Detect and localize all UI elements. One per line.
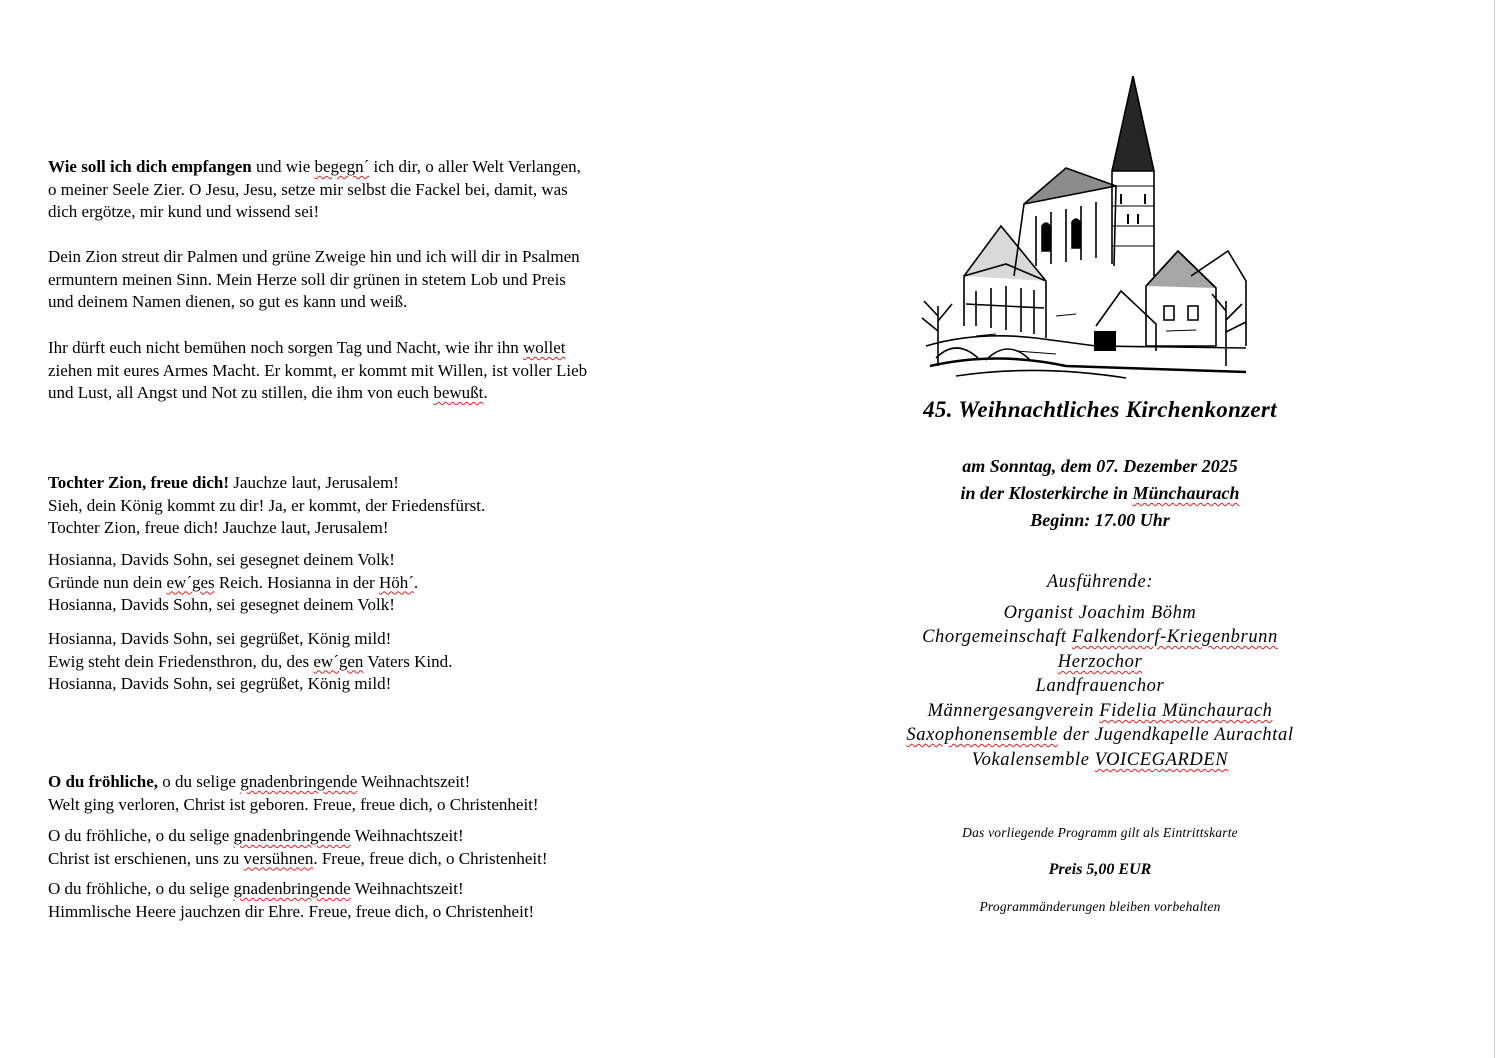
- text: o du selige: [158, 772, 241, 791]
- text: Hosianna, Davids Sohn, sei gesegnet deinem Volk!: [48, 595, 395, 614]
- text: Weihnachtszeit!: [350, 879, 464, 898]
- text: Hosianna, Davids Sohn, sei gegrüßet, König mild!: [48, 629, 392, 648]
- text: . Freue, freue dich, o Christenheit!: [313, 848, 548, 868]
- price: Preis 5,00 EUR: [1048, 861, 1152, 878]
- text: ermuntern meinen Sinn. Mein Herze soll dir grünen in stetem Lob und Preis: [48, 269, 566, 289]
- song3-title: O du fröhliche,: [48, 772, 159, 791]
- text: Hosianna, Davids Sohn, sei gesegnet deinem Volk!: [48, 550, 395, 569]
- spell-flag: ew´ges: [166, 572, 215, 592]
- text: Welt ging verloren, Christ ist geboren. Freue, freue dich, o Christenheit!: [48, 794, 539, 814]
- text: O du fröhliche, o du selige: [48, 826, 234, 845]
- text: Weihnachtszeit!: [350, 826, 464, 845]
- ticket-note: Das vorliegende Programm gilt als Eintrittskarte: [962, 825, 1238, 840]
- spell-flag: Falkendorf-Kriegenbrunn: [1071, 627, 1278, 647]
- song2-verse2: [48, 549, 688, 617]
- text: und Lust, all Angst und Not zu stillen, die ihm von euch: [48, 383, 434, 402]
- spell-flag: ew´gen: [313, 651, 364, 671]
- text: ich dir, o aller Welt Verlangen,: [369, 157, 581, 176]
- spell-flag: bewußt: [433, 383, 484, 402]
- text: o meiner Seele Zier. O Jesu, Jesu, setze mir selbst die Fackel bei, damit, was: [48, 179, 568, 199]
- text: Tochter Zion, freue dich! Jauchze laut, Jerusalem!: [48, 518, 389, 537]
- text: und wie: [251, 157, 315, 176]
- text: Chorgemeinschaft: [922, 627, 1072, 647]
- song2-verse3: [48, 628, 688, 696]
- text: Dein Zion streut dir Palmen und grüne Zweige hin und ich will dir in Psalmen: [48, 247, 580, 266]
- text: Sieh, dein König kommt zu dir! Ja, er kommt, der Friedensfürst.: [48, 495, 486, 515]
- text: Ewig steht dein Friedensthron, du, des: [48, 651, 314, 671]
- spell-flag: gnadenbringende: [233, 826, 351, 845]
- song3-verse3: [48, 878, 688, 923]
- text: Weihnachtszeit!: [357, 772, 471, 791]
- text: dich ergötze, mir kund und wissend sei!: [48, 202, 320, 221]
- song3-verse1: [48, 771, 688, 816]
- text: Männergesangverein: [927, 701, 1100, 721]
- performer-herzochor: [860, 650, 1340, 675]
- spell-flag: Münchaurach: [1132, 483, 1240, 503]
- performer-organist: Organist Joachim Böhm: [1003, 603, 1197, 623]
- performer-vokalensemble: [860, 748, 1340, 773]
- performer-choir: [860, 625, 1340, 650]
- song1-verse3: [48, 337, 688, 405]
- text: in der Klosterkirche in: [960, 483, 1133, 503]
- spell-flag: gnadenbringende: [233, 879, 351, 898]
- song3-verse2: [48, 825, 688, 870]
- text: .: [413, 572, 419, 592]
- song2-verse1: [48, 472, 688, 540]
- concert-start: Beginn: 17.00 Uhr: [1030, 510, 1170, 530]
- text: Vaters Kind.: [363, 651, 453, 671]
- text: ziehen mit eures Armes Macht. Er kommt, er kommt mit Willen, ist voller Lieb: [48, 360, 588, 380]
- text: der Jugendkapelle Aurachtal: [1057, 725, 1294, 745]
- text: .: [483, 383, 488, 402]
- text: Hosianna, Davids Sohn, sei gegrüßet, König mild!: [48, 674, 392, 693]
- text: Christ ist erschienen, uns zu: [48, 848, 244, 868]
- text: Vokalensemble: [971, 750, 1095, 770]
- text: und deinem Namen dienen, so gut es kann und weiß.: [48, 292, 408, 311]
- spell-flag: VOICEGARDEN: [1094, 750, 1229, 770]
- performer-saxophon: [860, 723, 1340, 748]
- song2-title: Tochter Zion, freue dich!: [48, 473, 230, 492]
- concert-title: 45. Weihnachtliches Kirchenkonzert: [923, 397, 1277, 422]
- spell-flag: gnadenbringende: [240, 772, 358, 791]
- performers-heading: Ausführende:: [1046, 572, 1154, 592]
- spell-flag: Fidelia Münchaurach: [1099, 701, 1273, 721]
- text: Jauchze laut, Jerusalem!: [229, 473, 399, 492]
- doorway: [1094, 331, 1116, 351]
- performer-landfrauenchor: Landfrauenchor: [1035, 676, 1165, 696]
- spell-flag: Saxophonensemble: [906, 725, 1058, 745]
- text: Ihr dürft euch nicht bemühen noch sorgen Tag und Nacht, wie ihr ihn: [48, 338, 524, 357]
- spell-flag: versühnen: [243, 848, 314, 868]
- text: O du fröhliche, o du selige: [48, 879, 234, 898]
- concert-location: [860, 480, 1340, 506]
- church-illustration: [916, 76, 1256, 388]
- change-note: Programmänderungen bleiben vorbehalten: [979, 899, 1221, 914]
- song1-title: Wie soll ich dich empfangen: [48, 157, 252, 176]
- performer-maennergesangverein: [860, 699, 1340, 724]
- song1-verse2: [48, 246, 688, 314]
- text: Reich. Hosianna in der: [214, 572, 379, 592]
- spell-flag: begegn´: [314, 157, 370, 176]
- song1-verse1: [48, 156, 688, 224]
- spell-flag: Herzochor: [1057, 652, 1143, 672]
- page-edge: [1494, 0, 1495, 1058]
- text: Gründe nun dein: [48, 572, 167, 592]
- spell-flag: wollet: [523, 338, 566, 357]
- spell-flag: Höh´: [378, 572, 414, 592]
- concert-date: am Sonntag, dem 07. Dezember 2025: [962, 456, 1238, 476]
- text: Himmlische Heere jauchzen dir Ehre. Freue, freue dich, o Christenheit!: [48, 901, 535, 921]
